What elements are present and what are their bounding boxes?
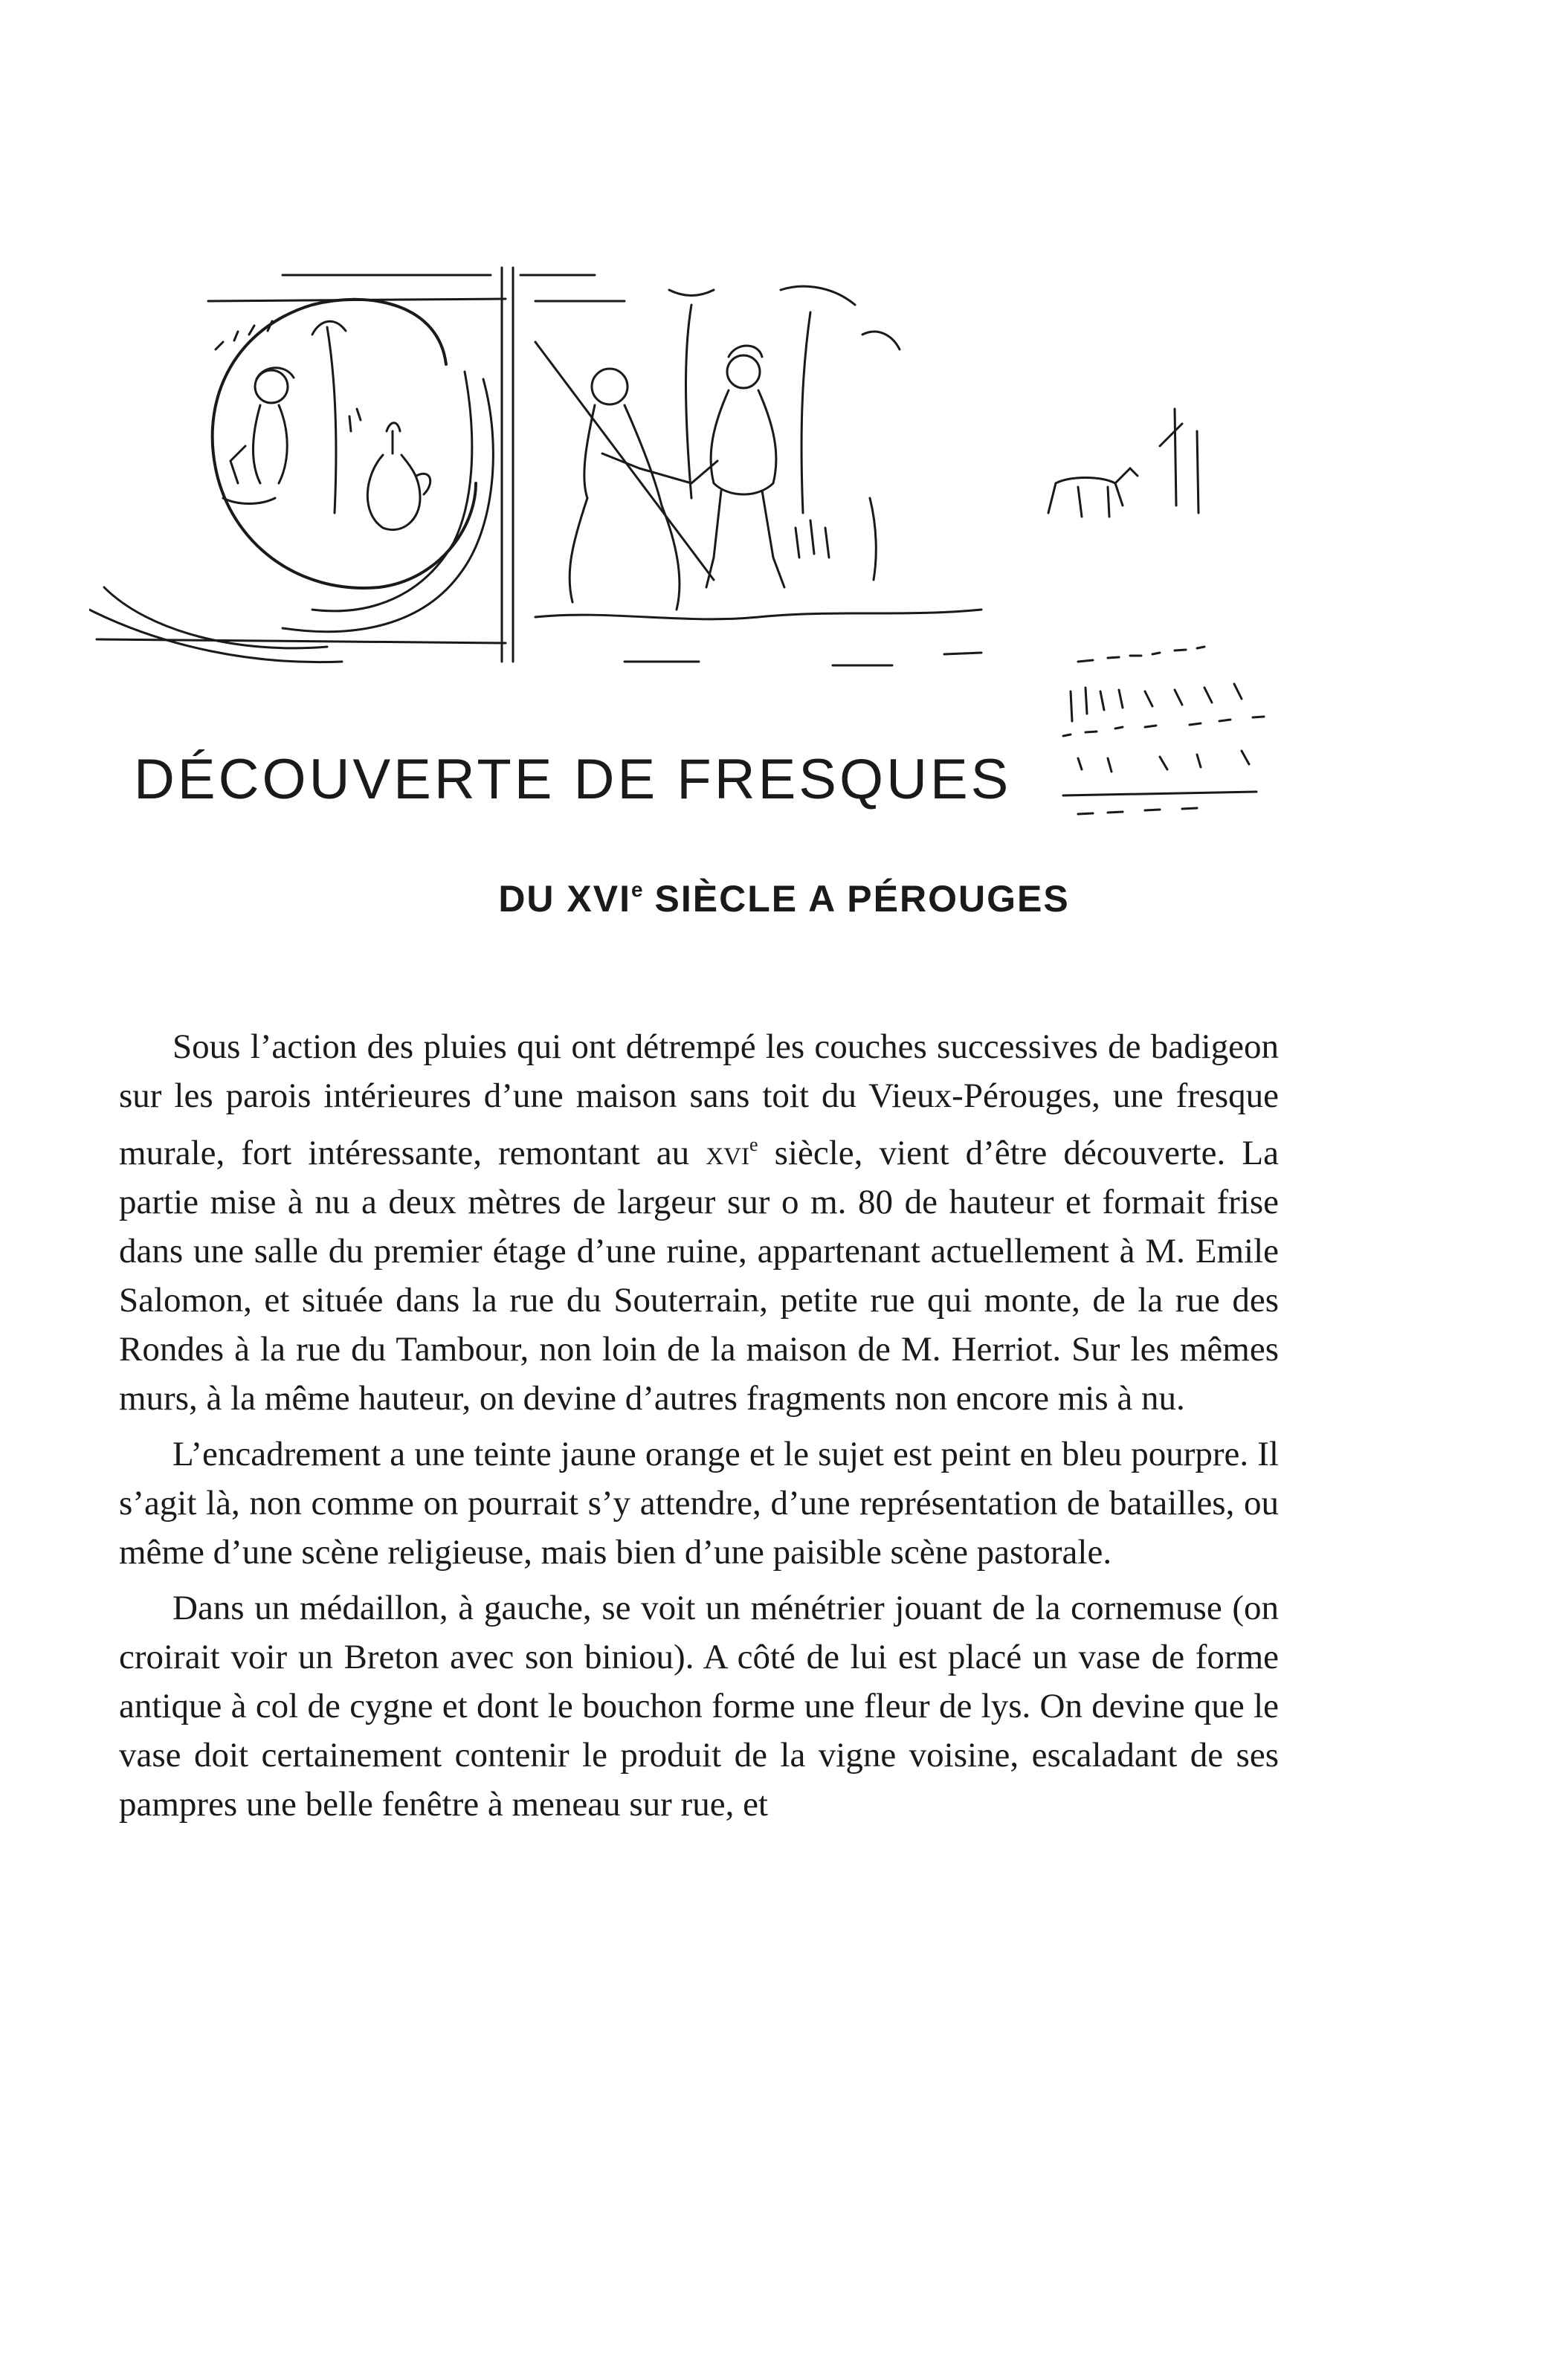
paragraph-1-part-a: Sous l’action des pluies qui ont détrempé les couches successives de badigeon sur les parois intérieures d’une maison sans toit du Vieux-Pérouges, une fresque murale, fort intéressante, remontant au xyxy=(119,1027,1279,1172)
paragraph-3: Dans un médaillon, à gauche, se voit un ménétrier jouant de la cornemuse (on croirait voir un Breton avec son biniou). A côté de lui est placé un vase de forme antique à col de cygne et dont le bouchon forme une fleur de lys. On devine que le vase doit certainement contenir le produit de la vigne voisine, escaladant de ses pampres une belle fenêtre à meneau sur rue, et xyxy=(119,1589,1279,1824)
page-subtitle xyxy=(0,877,1568,920)
paragraph-2: L’encadrement a une teinte jaune orange et le sujet est peint en bleu pourpre. Il s’agit là, non comme on pourrait s’y attendre, d’une représentation de batailles, ou même d’une scène religieuse, mais bien d’une paisible scène pastorale. xyxy=(119,1435,1279,1572)
century-numeral: xvi xyxy=(706,1134,749,1172)
subtitle-superscript: e xyxy=(631,878,643,901)
paragraph-1 xyxy=(119,1022,1279,1423)
marginal-sketch-icon xyxy=(1048,639,1301,855)
paragraph-1-part-b: siècle, vient d’être découverte. La partie mise à nu a deux mètres de largeur sur o m. 80 de hauteur et formait frise dans une salle du premier étage d’une ruine, appartenant actuellement à M. Emile Salomon, et située dans la rue du Souterrain, petite rue qui monte, de la rue des Rondes à la rue du Tambour, non loin de la maison de M. Herriot. Sur les mêmes murs, à la même hauteur, on devine d’autres fragments non encore mis à nu. xyxy=(119,1134,1279,1418)
article-body xyxy=(119,1022,1279,1835)
page-title: DÉCOUVERTE DE FRESQUES xyxy=(134,748,1012,811)
fresco-sketch-icon xyxy=(89,260,1227,684)
century-superscript: e xyxy=(749,1134,758,1155)
subtitle-prefix: DU XVI xyxy=(498,878,632,920)
subtitle-rest: SIÈCLE A PÉROUGES xyxy=(642,878,1070,920)
